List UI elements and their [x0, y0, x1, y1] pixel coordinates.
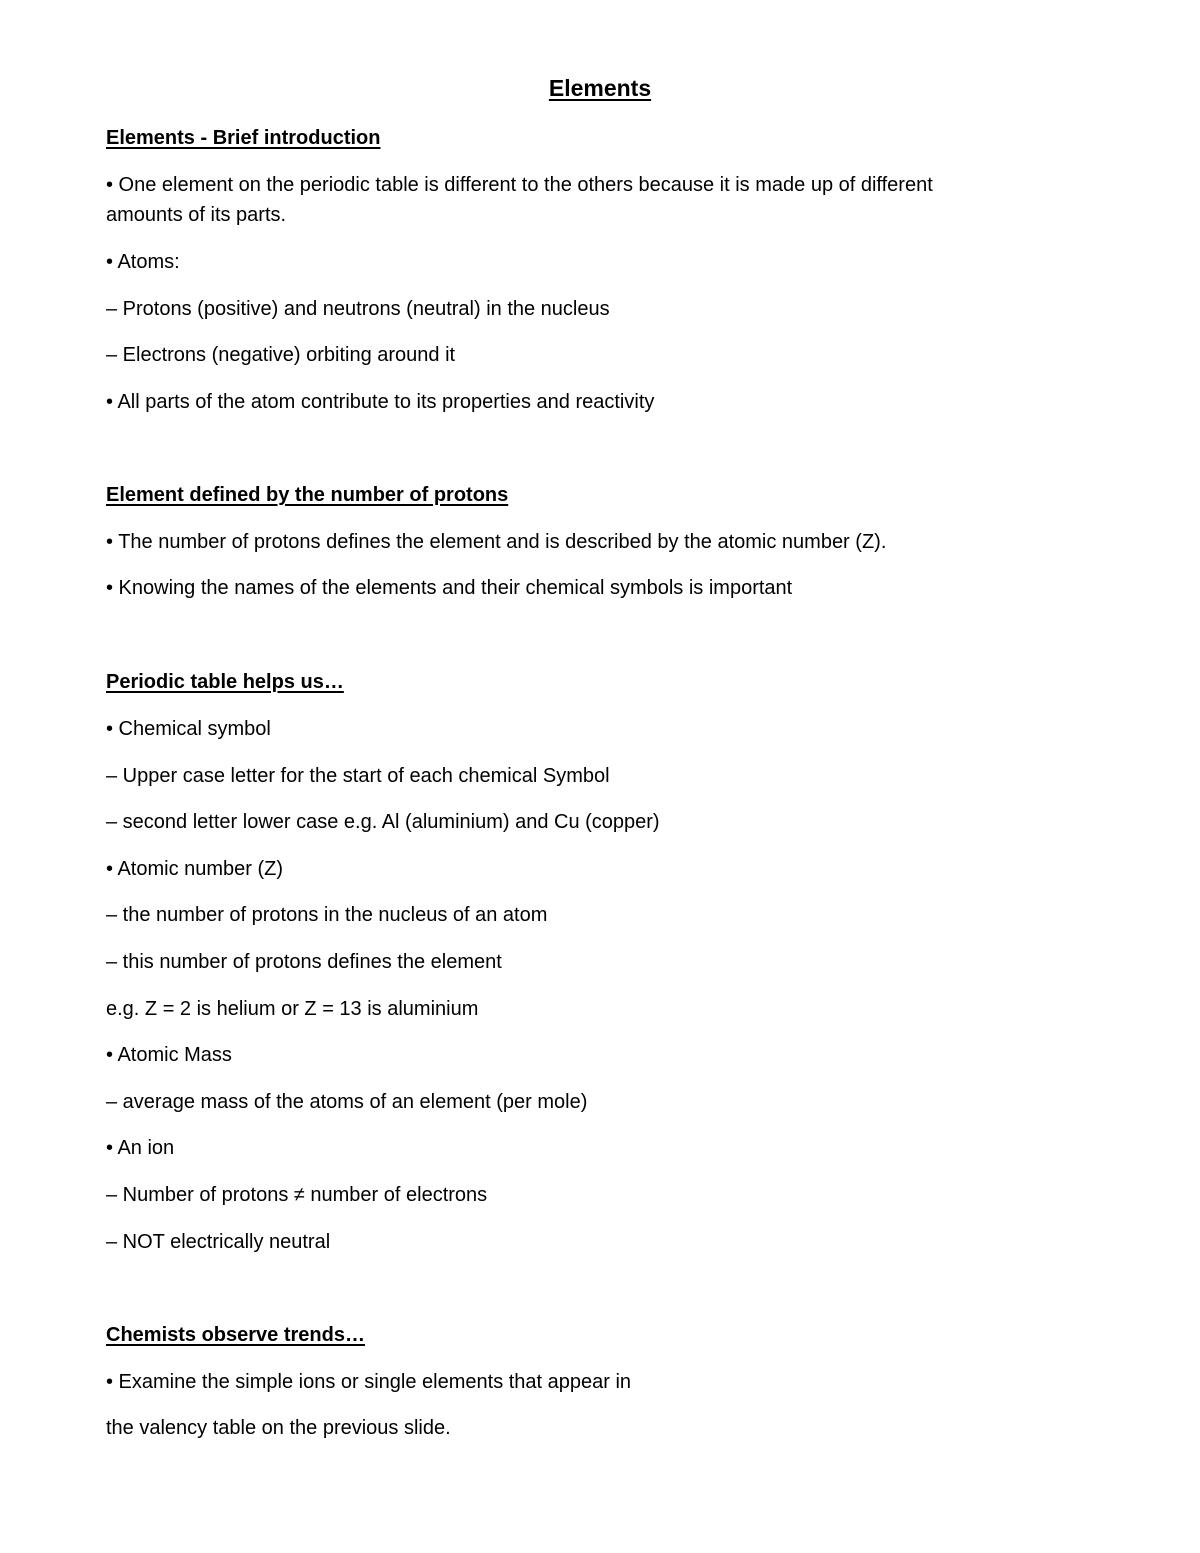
- section-heading-protons: Element defined by the number of protons: [106, 484, 509, 506]
- sub-bullet-item: – Upper case letter for the start of each chemical Symbol: [106, 765, 610, 787]
- paragraph-line: the valency table on the previous slide.: [106, 1417, 451, 1439]
- bullet-item: • Examine the simple ions or single elements that appear in: [106, 1371, 632, 1393]
- sub-bullet-item: – average mass of the atoms of an element (per mole): [106, 1091, 588, 1113]
- sub-bullet-item: – Protons (positive) and neutrons (neutral) in the nucleus: [106, 298, 610, 320]
- sub-bullet-item: – NOT electrically neutral: [106, 1231, 331, 1253]
- bullet-item: • Chemical symbol: [106, 718, 271, 740]
- section-heading-periodic-table: Periodic table helps us…: [106, 671, 344, 693]
- bullet-item: • An ion: [106, 1137, 175, 1159]
- paragraph-line: • One element on the periodic table is different to the others because it is made up of different: [106, 174, 933, 196]
- paragraph-line: amounts of its parts.: [106, 204, 287, 226]
- sub-bullet-item: – the number of protons in the nucleus of an atom: [106, 904, 548, 926]
- section-heading-trends: Chemists observe trends…: [106, 1324, 365, 1346]
- bullet-item: • Atomic number (Z): [106, 858, 284, 880]
- section-heading-intro: Elements - Brief introduction: [106, 127, 381, 149]
- sub-bullet-item: – this number of protons defines the element: [106, 951, 502, 973]
- document-title: Elements: [548, 75, 652, 101]
- example-line: e.g. Z = 2 is helium or Z = 13 is aluminium: [106, 998, 479, 1020]
- bullet-item: • Knowing the names of the elements and their chemical symbols is important: [106, 577, 793, 599]
- bullet-item: • Atoms:: [106, 251, 180, 273]
- sub-bullet-item: – second letter lower case e.g. Al (aluminium) and Cu (copper): [106, 811, 660, 833]
- bullet-item: • The number of protons defines the element and is described by the atomic number (Z).: [106, 531, 887, 553]
- bullet-item: • Atomic Mass: [106, 1044, 232, 1066]
- bullet-item: • All parts of the atom contribute to its properties and reactivity: [106, 391, 655, 413]
- sub-bullet-item: – Electrons (negative) orbiting around it: [106, 344, 456, 366]
- sub-bullet-item: – Number of protons ≠ number of electrons: [106, 1184, 488, 1206]
